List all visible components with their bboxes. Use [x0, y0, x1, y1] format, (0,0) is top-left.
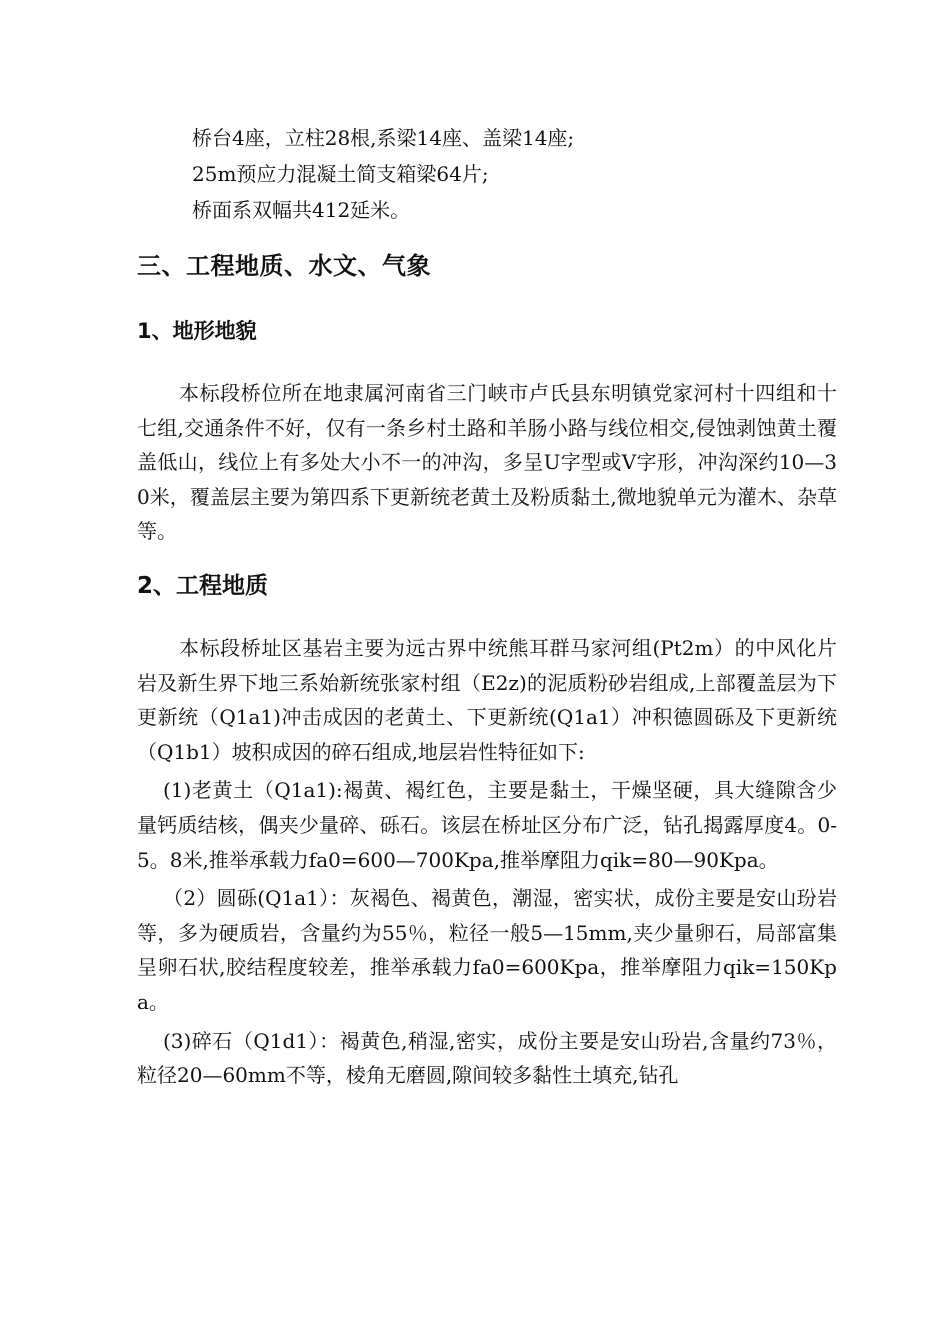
quantity-line: 25m预应力混凝土简支箱梁64片;	[192, 162, 489, 186]
geology-paragraph: 本标段桥址区基岩主要为远古界中统熊耳群马家河组(Pt2m）的中风化片岩及新生界下地三系始新统张家村组（E2z)的泥质粉砂岩组成,上部覆盖层为下更新统（Q1a1)冲击成因的老黄土、下更新统(Q1a1）冲积德圆砾及下更新统（Q1b1）坡积成因的碎石组成,地层岩性特征如下:	[137, 635, 837, 764]
geology-item-old-loess: (1)老黄土（Q1a1):褐黄、褐红色，主要是黏土，干燥坚硬，具大缝隙含少量钙质结核，偶夹少量碎、砾石。该层在桥址区分布广泛，钻孔揭露厚度4。0-5。8米,推举承载力fa0=600—700Kpa,推举摩阻力qik=80—90Kpa。	[137, 778, 837, 872]
subsection-heading-geology: 2、工程地质	[137, 572, 269, 599]
bridge-quantity-list	[137, 120, 837, 228]
quantity-line: 桥面系双幅共412延米。	[192, 198, 411, 222]
section-heading: 三、工程地质、水文、气象	[137, 252, 431, 280]
terrain-paragraph: 本标段桥位所在地隶属河南省三门峡市卢氏县东明镇党家河村十四组和十七组,交通条件不好，仅有一条乡村土路和羊肠小路与线位相交,侵蚀剥蚀黄土覆盖低山，线位上有多处大小不一的冲沟，多呈U字型或V字形，冲沟深约10—30米，覆盖层主要为第四系下更新统老黄土及粉质黏土,微地貌单元为灌木、杂草等。	[137, 381, 837, 544]
page-content	[137, 120, 837, 1093]
geology-item-crushed-stone: (3)碎石（Q1d1）：褐黄色,稍湿,密实，成份主要是安山玢岩,含量约73％，粒径20—60mm不等，棱角无磨圆,隙间较多黏性土填充,钻孔	[137, 1028, 837, 1088]
quantity-line: 桥台4座，立柱28根,系梁14座、盖梁14座;	[192, 126, 575, 150]
subsection-heading-terrain: 1、地形地貌	[137, 319, 257, 343]
geology-item-gravel: （2）圆砾(Q1a1）：灰褐色、褐黄色，潮湿，密实状，成份主要是安山玢岩等，多为硬质岩，含量约为55％，粒径一般5—15mm,夹少量卵石，局部富集呈卵石状,胶结程度较差，推举承载力fa0=600Kpa，推举摩阻力qik=150Kpa。	[137, 886, 837, 1014]
